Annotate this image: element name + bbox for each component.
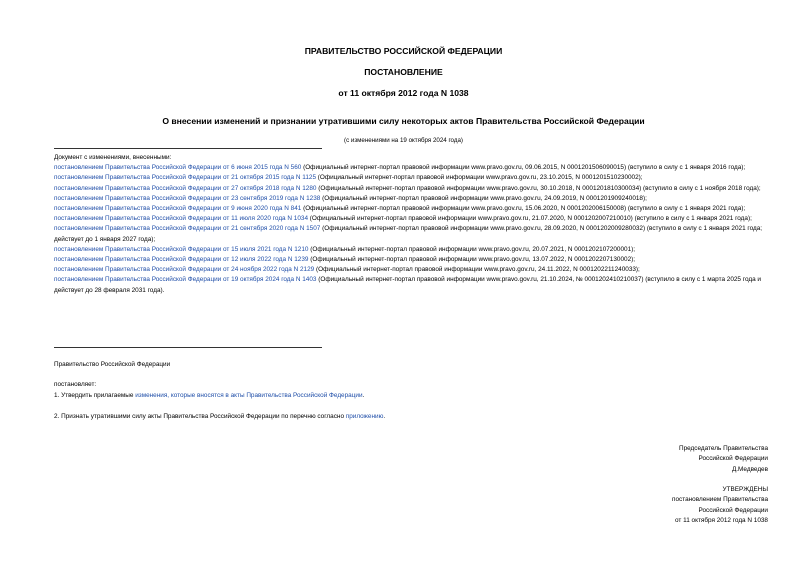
amendment-link[interactable]: постановлением Правительства Российской Федерации от 9 июня 2020 года N 841 — [54, 205, 302, 213]
signature-country: Российской Федерации — [698, 455, 768, 463]
amendment-source: (Официальный интернет-портал правовой информации www.pravo.gov.ru, 21.07.2020, N 0001202007210010) (вступило в силу с 1 января 2021 года); — [308, 215, 752, 223]
amendment-source: (Официальный интернет-портал правовой информации www.pravo.gov.ru, 15.06.2020, N 0001202006150008) (вступило в силу с 1 января 2021 года); — [301, 205, 746, 213]
amendment-link[interactable]: постановлением Правительства Российской Федерации от 11 июля 2020 года N 1034 — [54, 215, 308, 223]
amendment-item — [54, 214, 770, 224]
amendment-item — [54, 163, 770, 173]
amendment-item — [54, 265, 770, 275]
document-title: О внесении изменений и признании утратившими силу некоторых актов Правительства Российской Федерации — [162, 116, 645, 126]
amendment-link[interactable]: постановлением Правительства Российской Федерации от 15 июля 2021 года N 1210 — [54, 245, 309, 253]
paragraph-2 — [54, 413, 385, 420]
amendment-source: (Официальный интернет-портал правовой информации www.pravo.gov.ru, 28.09.2020, N 0001202009280032) (вступило в силу с 1 января 2021 года; действует до 1 января 2027 года); — [54, 225, 763, 243]
signature-name: Д.Медведев — [731, 465, 768, 473]
resolves-text: постановляет: — [54, 381, 97, 388]
approval-title: УТВЕРЖДЕНЫ — [722, 486, 768, 493]
paragraph-1-text: 1. Утвердить прилагаемые — [54, 392, 136, 399]
amendment-source: (Официальный интернет-портал правовой информации www.pravo.gov.ru, 09.06.2015, N 0001201506090015) (вступило в силу с 1 января 2016 года); — [301, 164, 746, 172]
amendment-item — [54, 255, 770, 265]
signature-position: Председатель Правительства — [679, 445, 768, 452]
paragraph-1-end: . — [362, 392, 365, 399]
appendix-link[interactable]: приложению — [345, 413, 384, 420]
government-heading: ПРАВИТЕЛЬСТВО РОССИЙСКОЙ ФЕДЕРАЦИИ — [304, 46, 503, 56]
amendment-link[interactable]: постановлением Правительства Российской Федерации от 19 октября 2024 года N 1403 — [54, 276, 317, 284]
amendment-source: (Официальный интернет-портал правовой информации www.pravo.gov.ru, 24.11.2022, N 0001202211240033); — [314, 266, 640, 274]
amendment-link[interactable]: постановлением Правительства Российской Федерации от 6 июня 2015 года N 560 — [54, 164, 302, 172]
amendment-source: (Официальный интернет-портал правовой информации www.pravo.gov.ru, 30.10.2018, N 0001201810300034) (вступило в силу с 1 ноября 2018 года); — [316, 184, 761, 192]
amendment-item — [54, 184, 770, 194]
revision-note: (с изменениями на 19 октября 2024 года) — [344, 137, 463, 144]
amendment-source: (Официальный интернет-портал правовой информации www.pravo.gov.ru, 20.07.2021, N 0001202107200001); — [308, 245, 636, 253]
approval-by: постановлением Правительства — [672, 496, 768, 504]
approval-date: от 11 октября 2012 года N 1038 — [675, 517, 768, 525]
amendment-item — [54, 275, 770, 295]
amendment-item — [54, 173, 770, 183]
changes-intro: Документ с изменениями, внесенными: — [54, 154, 172, 161]
amendment-source: (Официальный интернет-портал правовой информации www.pravo.gov.ru, 13.07.2022, N 0001202207130002); — [308, 256, 636, 264]
amendment-item — [54, 245, 770, 255]
amendment-source: (Официальный интернет-портал правовой информации www.pravo.gov.ru, 24.09.2019, N 0001201909240018); — [320, 194, 647, 202]
amendment-link[interactable]: постановлением Правительства Российской Федерации от 21 сентября 2020 года N 1507 — [54, 225, 321, 233]
signature-block — [679, 444, 768, 475]
paragraph-2-end: . — [383, 413, 386, 420]
government-line: Правительство Российской Федерации — [54, 361, 171, 368]
amendment-link[interactable]: постановлением Правительства Российской Федерации от 23 сентября 2019 года N 1238 — [54, 194, 321, 202]
amendment-source: (Официальный интернет-портал правовой информации www.pravo.gov.ru, 21.10.2024, № 0001202410210037) (вступило в силу с 1 марта 2025 года и действует до 28 февраля 2031 года). — [54, 276, 761, 294]
amendment-link[interactable]: постановлением Правительства Российской Федерации от 12 июля 2022 года N 1239 — [54, 256, 309, 264]
document-date-number: от 11 октября 2012 года N 1038 — [338, 88, 469, 98]
amendment-item — [54, 224, 770, 244]
paragraph-1 — [54, 392, 364, 399]
bottom-divider — [54, 347, 322, 348]
top-divider — [54, 148, 322, 149]
approval-country: Российской Федерации — [698, 506, 768, 514]
changes-link[interactable]: изменения, которые вносятся в акты Правительства Российской Федерации — [135, 392, 363, 399]
amendment-link[interactable]: постановлением Правительства Российской Федерации от 27 октября 2018 года N 1280 — [54, 184, 317, 192]
amendment-item — [54, 204, 770, 214]
amendment-link[interactable]: постановлением Правительства Российской Федерации от 21 октября 2015 года N 1125 — [54, 174, 316, 182]
paragraph-2-text: 2. Признать утратившими силу акты Правительства Российской Федерации по перечню согласно — [54, 413, 346, 420]
document-type: ПОСТАНОВЛЕНИЕ — [364, 67, 443, 77]
amendment-item — [54, 194, 770, 204]
amendment-source: (Официальный интернет-портал правовой информации www.pravo.gov.ru, 23.10.2015, N 0001201510230002); — [316, 174, 643, 182]
amendment-link[interactable]: постановлением Правительства Российской Федерации от 24 ноября 2022 года N 2129 — [54, 266, 315, 274]
changes-list — [54, 153, 770, 296]
approval-block — [672, 485, 768, 527]
